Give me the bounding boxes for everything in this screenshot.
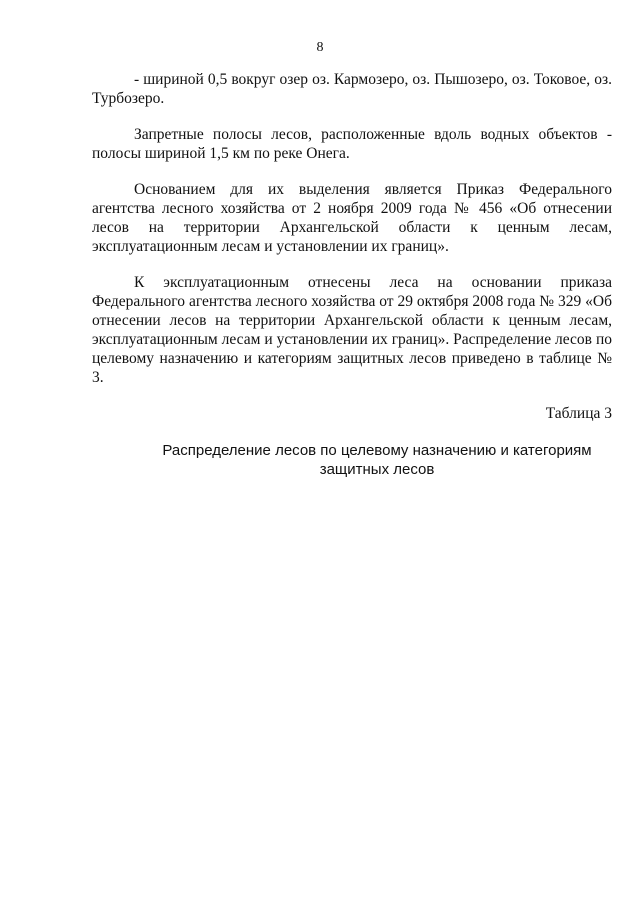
page-number: 8 bbox=[316, 40, 324, 55]
paragraph-basis-order: Основанием для их выделения является Приказ Федерального агентства лесного хозяйства от 2 ноября 2009 года № 456 «Об отнесении лесов на территории Архангельской области к ценным лесам, эксплуатационным лесам и установлении их границ». bbox=[92, 181, 612, 255]
paragraph-lakes: - шириной 0,5 вокруг озер оз. Кармозеро, оз. Пышозеро, оз. Токовое, оз. Турбозеро. bbox=[92, 71, 612, 107]
paragraph-restricted-strips: Запретные полосы лесов, расположенные вдоль водных объектов - полосы шириной 1,5 км по реке Онега. bbox=[92, 126, 612, 162]
paragraph-exploitation-forests: К эксплуатационным отнесены леса на основании приказа Федерального агентства лесного хозяйства от 29 октября 2008 года № 329 «Об отнесении лесов на территории Архангельской области к ценным лесам, эксплуатационным лесам и установлении их границ». Распределение лесов по целевому назначению и категориям защитных лесов приведено в таблице № 3. bbox=[92, 274, 612, 386]
table-title: Распределение лесов по целевому назначению и категориям защитных лесов bbox=[162, 442, 592, 478]
table-label: Таблица 3 bbox=[545, 405, 612, 422]
document-body bbox=[92, 70, 612, 479]
